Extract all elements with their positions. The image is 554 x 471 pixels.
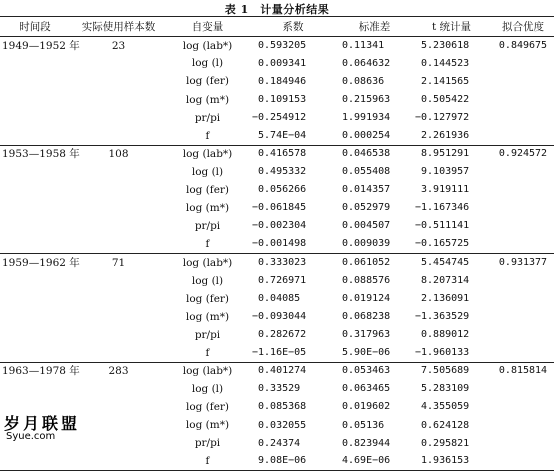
t-stat-cell: 0.889012 bbox=[415, 329, 470, 341]
t-stat-cell: −0.511141 bbox=[415, 220, 470, 232]
r-squared-cell bbox=[492, 127, 554, 145]
sample-size-cell: 108 bbox=[108, 148, 129, 161]
period-cell bbox=[0, 91, 70, 109]
variable-cell: log (l) bbox=[191, 274, 224, 287]
r-squared-cell bbox=[492, 398, 554, 416]
period-cell bbox=[0, 290, 70, 308]
period-cell bbox=[0, 127, 70, 145]
std-error-cell: 0.068238 bbox=[342, 310, 391, 322]
r-squared-cell: 0.931377 bbox=[498, 256, 548, 268]
variable-cell: log (lab*) bbox=[182, 39, 233, 52]
coefficient-cell: 0.401274 bbox=[252, 365, 307, 377]
results-table bbox=[0, 16, 554, 471]
variable-cell: pr/pi bbox=[194, 220, 221, 233]
header-t-stat: t 统计量 bbox=[411, 17, 492, 37]
t-stat-cell: 1.936153 bbox=[411, 453, 492, 471]
sample-size-cell bbox=[70, 380, 167, 398]
coefficient-cell: 0.495332 bbox=[252, 166, 307, 178]
coefficient-cell: 0.056266 bbox=[252, 184, 307, 196]
table-row bbox=[0, 217, 554, 235]
coefficient-cell: −0.061845 bbox=[252, 202, 307, 214]
table-row bbox=[0, 109, 554, 127]
r-squared-cell bbox=[492, 435, 554, 453]
r-squared-cell bbox=[492, 290, 554, 308]
header-r-squared: 拟合优度 bbox=[492, 17, 554, 37]
std-error-cell: 0.317963 bbox=[342, 329, 391, 341]
variable-cell: pr/pi bbox=[194, 111, 221, 124]
coefficient-cell: 0.184946 bbox=[252, 75, 307, 87]
sample-size-cell bbox=[70, 453, 167, 471]
table-row bbox=[0, 344, 554, 362]
variable-cell: log (lab*) bbox=[182, 365, 233, 378]
r-squared-cell bbox=[492, 217, 554, 235]
sample-size-cell: 23 bbox=[111, 39, 126, 52]
t-stat-cell: 4.355059 bbox=[415, 401, 470, 413]
sample-size-cell: 71 bbox=[111, 256, 126, 269]
r-squared-cell bbox=[492, 344, 554, 362]
r-squared-cell bbox=[492, 380, 554, 398]
t-stat-cell: 5.454745 bbox=[415, 256, 470, 268]
r-squared-cell bbox=[492, 55, 554, 73]
watermark-url: Syue.com bbox=[6, 431, 56, 442]
table-row bbox=[0, 199, 554, 217]
t-stat-cell: −0.127972 bbox=[415, 111, 470, 123]
period-cell bbox=[0, 308, 70, 326]
coefficient-cell: 0.009341 bbox=[252, 57, 307, 69]
r-squared-cell bbox=[492, 181, 554, 199]
std-error-cell: 0.019602 bbox=[342, 401, 391, 413]
variable-cell: log (l) bbox=[191, 165, 224, 178]
coefficient-cell: −0.254912 bbox=[252, 111, 307, 123]
header-sample-size: 实际使用样本数 bbox=[70, 17, 167, 37]
table-row bbox=[0, 290, 554, 308]
sample-size-cell bbox=[70, 344, 167, 362]
variable-cell: log (m*) bbox=[185, 202, 230, 215]
table-row bbox=[0, 272, 554, 290]
t-stat-cell: 2.141565 bbox=[415, 75, 470, 87]
table-row bbox=[0, 362, 554, 380]
sample-size-cell bbox=[70, 91, 167, 109]
table-row bbox=[0, 55, 554, 73]
coefficient-cell: −0.001498 bbox=[248, 236, 338, 254]
r-squared-cell bbox=[492, 163, 554, 181]
std-error-cell: 0.004507 bbox=[342, 220, 391, 232]
table-row bbox=[0, 416, 554, 434]
t-stat-cell: −1.960133 bbox=[411, 344, 492, 362]
table-row bbox=[0, 181, 554, 199]
variable-cell: log (m*) bbox=[185, 310, 230, 323]
t-stat-cell: 8.207314 bbox=[415, 274, 470, 286]
variable-cell: pr/pi bbox=[194, 328, 221, 341]
variable-cell: log (l) bbox=[191, 383, 224, 396]
sample-size-cell bbox=[70, 398, 167, 416]
coefficient-cell: 0.032055 bbox=[252, 419, 307, 431]
variable-cell: log (lab*) bbox=[182, 148, 233, 161]
variable-cell: log (m*) bbox=[185, 93, 230, 106]
sample-size-cell bbox=[70, 181, 167, 199]
sample-size-cell bbox=[70, 217, 167, 235]
t-stat-cell: 0.505422 bbox=[415, 93, 470, 105]
t-stat-cell: −1.167346 bbox=[415, 202, 470, 214]
std-error-cell: 0.088576 bbox=[342, 274, 391, 286]
table-row bbox=[0, 380, 554, 398]
header-variable: 自变量 bbox=[167, 17, 248, 37]
r-squared-cell: 0.849675 bbox=[498, 39, 548, 51]
coefficient-cell: −1.16E−05 bbox=[248, 344, 338, 362]
std-error-cell: 0.061052 bbox=[342, 256, 391, 268]
variable-cell: log (fer) bbox=[185, 184, 230, 197]
std-error-cell: 0.055408 bbox=[342, 166, 391, 178]
period-cell bbox=[0, 73, 70, 91]
variable-cell: f bbox=[167, 127, 248, 145]
table-row bbox=[0, 308, 554, 326]
t-stat-cell: 7.505689 bbox=[415, 365, 470, 377]
t-stat-cell: 9.103957 bbox=[415, 166, 470, 178]
r-squared-cell bbox=[492, 109, 554, 127]
std-error-cell: 0.215963 bbox=[342, 93, 391, 105]
coefficient-cell: 0.726971 bbox=[252, 274, 307, 286]
variable-cell: f bbox=[167, 344, 248, 362]
std-error-cell: 0.823944 bbox=[342, 437, 391, 449]
std-error-cell: 1.991934 bbox=[342, 111, 391, 123]
variable-cell: log (fer) bbox=[185, 292, 230, 305]
std-error-cell: 0.009039 bbox=[338, 236, 411, 254]
period-cell bbox=[0, 55, 70, 73]
variable-cell: log (lab*) bbox=[182, 256, 233, 269]
variable-cell: log (fer) bbox=[185, 75, 230, 88]
period-cell bbox=[0, 109, 70, 127]
t-stat-cell: 5.283109 bbox=[415, 383, 470, 395]
sample-size-cell bbox=[70, 163, 167, 181]
std-error-cell: 0.064632 bbox=[342, 57, 391, 69]
coefficient-cell: −0.093044 bbox=[252, 310, 307, 322]
sample-size-cell bbox=[70, 272, 167, 290]
r-squared-cell bbox=[492, 308, 554, 326]
r-squared-cell bbox=[492, 326, 554, 344]
sample-size-cell bbox=[70, 435, 167, 453]
period-cell: 1963—1978 年 bbox=[2, 365, 80, 378]
period-cell bbox=[0, 217, 70, 235]
period-cell bbox=[0, 199, 70, 217]
variable-cell: log (m*) bbox=[185, 419, 230, 432]
table-row bbox=[0, 435, 554, 453]
std-error-cell: 5.90E−06 bbox=[338, 344, 411, 362]
sample-size-cell: 283 bbox=[108, 365, 129, 378]
period-cell bbox=[0, 236, 70, 254]
period-cell bbox=[0, 380, 70, 398]
t-stat-cell: 0.144523 bbox=[415, 57, 470, 69]
coefficient-cell: 5.74E−04 bbox=[248, 127, 338, 145]
table-row bbox=[0, 91, 554, 109]
sample-size-cell bbox=[70, 55, 167, 73]
r-squared-cell: 0.815814 bbox=[498, 365, 548, 377]
std-error-cell: 0.063465 bbox=[342, 383, 391, 395]
std-error-cell: 0.000254 bbox=[338, 127, 411, 145]
sample-size-cell bbox=[70, 199, 167, 217]
header-std-error: 标准差 bbox=[338, 17, 411, 37]
t-stat-cell: 3.919111 bbox=[415, 184, 470, 196]
t-stat-cell: −1.363529 bbox=[415, 310, 470, 322]
period-cell bbox=[0, 326, 70, 344]
coefficient-cell: 0.593205 bbox=[252, 39, 307, 51]
t-stat-cell: 0.295821 bbox=[415, 437, 470, 449]
t-stat-cell: −0.165725 bbox=[411, 236, 492, 254]
coefficient-cell: 0.24374 bbox=[252, 437, 301, 449]
std-error-cell: 0.019124 bbox=[342, 292, 391, 304]
r-squared-cell bbox=[492, 91, 554, 109]
coefficient-cell: 0.282672 bbox=[252, 329, 307, 341]
period-cell bbox=[0, 272, 70, 290]
variable-cell: pr/pi bbox=[194, 437, 221, 450]
table-title: 表 1 计量分析结果 bbox=[224, 3, 330, 16]
variable-cell: f bbox=[167, 236, 248, 254]
r-squared-cell bbox=[492, 236, 554, 254]
std-error-cell: 0.046538 bbox=[342, 148, 391, 160]
t-stat-cell: 2.261936 bbox=[411, 127, 492, 145]
r-squared-cell bbox=[492, 272, 554, 290]
table-row bbox=[0, 254, 554, 272]
table-row bbox=[0, 37, 554, 55]
std-error-cell: 0.014357 bbox=[342, 184, 391, 196]
r-squared-cell bbox=[492, 199, 554, 217]
sample-size-cell bbox=[70, 416, 167, 434]
period-cell bbox=[0, 163, 70, 181]
t-stat-cell: 0.624128 bbox=[415, 419, 470, 431]
r-squared-cell bbox=[492, 416, 554, 434]
sample-size-cell bbox=[70, 127, 167, 145]
watermark-logo: 岁月联盟 bbox=[4, 414, 81, 433]
variable-cell: f bbox=[167, 453, 248, 471]
header-row bbox=[0, 17, 554, 37]
r-squared-cell bbox=[492, 73, 554, 91]
period-cell bbox=[0, 181, 70, 199]
table-row bbox=[0, 453, 554, 471]
coefficient-cell: 0.333023 bbox=[252, 256, 307, 268]
header-period: 时间段 bbox=[0, 17, 70, 37]
t-stat-cell: 2.136091 bbox=[415, 292, 470, 304]
variable-cell: log (l) bbox=[191, 57, 224, 70]
header-coefficient: 系数 bbox=[248, 17, 338, 37]
coefficient-cell: 0.109153 bbox=[252, 93, 307, 105]
sample-size-cell bbox=[70, 326, 167, 344]
sample-size-cell bbox=[70, 290, 167, 308]
coefficient-cell: −0.002304 bbox=[252, 220, 307, 232]
coefficient-cell: 0.33529 bbox=[252, 383, 301, 395]
r-squared-cell bbox=[492, 453, 554, 471]
std-error-cell: 0.05136 bbox=[342, 419, 385, 431]
coefficient-cell: 0.04085 bbox=[252, 292, 301, 304]
table-row bbox=[0, 163, 554, 181]
table-row bbox=[0, 326, 554, 344]
table-row bbox=[0, 236, 554, 254]
period-cell: 1959—1962 年 bbox=[2, 256, 80, 269]
table-row bbox=[0, 145, 554, 163]
table-row bbox=[0, 127, 554, 145]
table-row bbox=[0, 73, 554, 91]
variable-cell: log (fer) bbox=[185, 401, 230, 414]
std-error-cell: 0.08636 bbox=[342, 75, 385, 87]
std-error-cell: 4.69E−06 bbox=[338, 453, 411, 471]
coefficient-cell: 0.085368 bbox=[252, 401, 307, 413]
t-stat-cell: 5.230618 bbox=[415, 39, 470, 51]
period-cell bbox=[0, 453, 70, 471]
period-cell: 1953—1958 年 bbox=[2, 148, 80, 161]
sample-size-cell bbox=[70, 236, 167, 254]
table-row bbox=[0, 398, 554, 416]
coefficient-cell: 9.08E−06 bbox=[248, 453, 338, 471]
std-error-cell: 0.053463 bbox=[342, 365, 391, 377]
std-error-cell: 0.11341 bbox=[342, 39, 385, 51]
sample-size-cell bbox=[70, 73, 167, 91]
coefficient-cell: 0.416578 bbox=[252, 148, 307, 160]
sample-size-cell bbox=[70, 308, 167, 326]
sample-size-cell bbox=[70, 109, 167, 127]
period-cell bbox=[0, 344, 70, 362]
r-squared-cell: 0.924572 bbox=[498, 148, 548, 160]
period-cell: 1949—1952 年 bbox=[2, 39, 80, 52]
std-error-cell: 0.052979 bbox=[342, 202, 391, 214]
t-stat-cell: 8.951291 bbox=[415, 148, 470, 160]
